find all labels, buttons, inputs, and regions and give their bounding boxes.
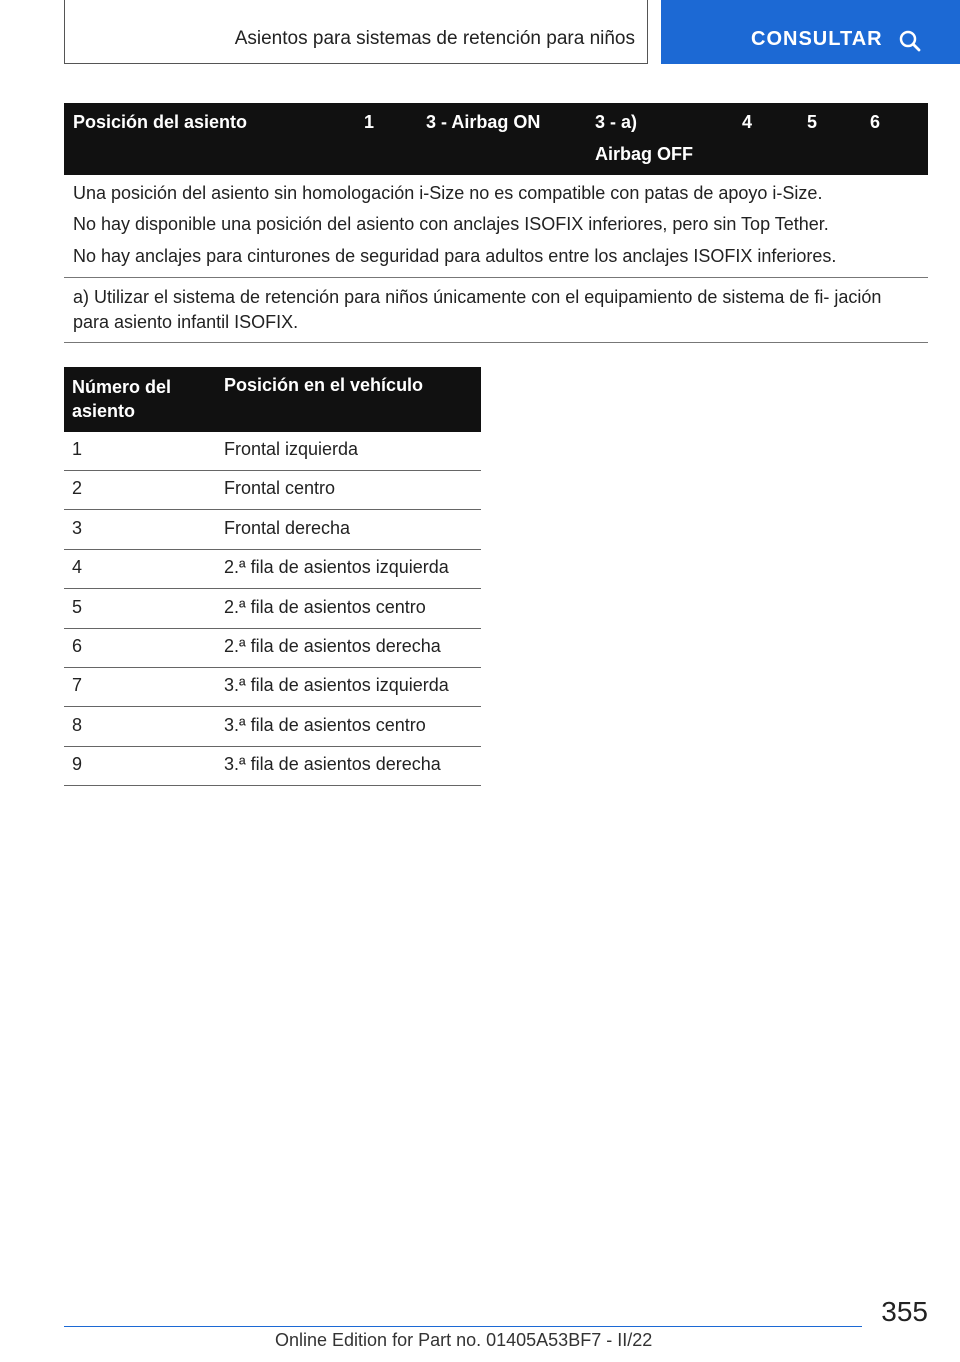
page-section-title: Asientos para sistemas de retención para niños [234, 28, 635, 49]
table-row [64, 629, 481, 668]
table-row [64, 550, 481, 589]
consult-button-label: CONSULTAR [751, 28, 883, 50]
seat-position: 2.ª fila de asientos izquierda [224, 557, 449, 577]
table-row [64, 511, 481, 550]
seat-number: 7 [72, 675, 83, 695]
table-row [64, 590, 481, 629]
note-line: No hay disponible una posición del asiento con anclajes ISOFIX inferiores, pero sin Top Tether. [73, 214, 829, 234]
table-row [64, 747, 481, 786]
seat-position: Frontal izquierda [224, 439, 359, 459]
seat-number: 2 [72, 478, 83, 498]
header-col-3-airbag-off: Airbag OFF [595, 144, 693, 164]
header-col-1: 1 [364, 112, 375, 132]
footer-divider [64, 1326, 862, 1327]
seat-number: 9 [72, 754, 83, 774]
seat-number-table-header [64, 367, 481, 432]
header-col-4: 4 [742, 112, 753, 132]
header-bar [64, 0, 648, 64]
seat-position-table-header [64, 103, 928, 175]
table-row [64, 708, 481, 747]
seat-number: 8 [72, 715, 83, 735]
seat-number: 5 [72, 597, 83, 617]
header-col-3-a: 3 - a) [595, 112, 638, 132]
edition-footer: Online Edition for Part no. 01405A53BF7 - II/22 [275, 1330, 653, 1350]
header-col-6: 6 [870, 112, 881, 132]
seat-position: 3.ª fila de asientos centro [224, 715, 426, 735]
seat-number: 4 [72, 557, 83, 577]
consult-button[interactable] [661, 0, 960, 64]
note-line: No hay anclajes para cinturones de seguridad para adultos entre los anclajes ISOFIX inferiores. [73, 246, 837, 266]
seat-position: Frontal centro [224, 478, 336, 498]
note-line: Una posición del asiento sin homologación i-Size no es compatible con patas de apoyo i-Size. [73, 183, 823, 203]
seat-position: 2.ª fila de asientos derecha [224, 636, 441, 656]
seat-number: 6 [72, 636, 83, 656]
table-row [64, 432, 481, 471]
header-seat-position: Posición del asiento [73, 112, 248, 132]
page-number: 355 [881, 1296, 928, 1327]
search-icon [898, 29, 922, 53]
seat-number: 3 [72, 518, 83, 538]
seat-position: 3.ª fila de asientos derecha [224, 754, 441, 774]
header-col-5: 5 [807, 112, 818, 132]
seat-position: 2.ª fila de asientos centro [224, 597, 426, 617]
seat-position: Frontal derecha [224, 518, 351, 538]
footnote: a) Utilizar el sistema de retención para niños únicamente con el equipamiento de sistema de fi- jación para asiento infantil ISOFIX. [73, 287, 882, 332]
header-vehicle-position: Posición en el vehículo [224, 375, 424, 395]
header-seat-number: Número del asiento [72, 377, 172, 421]
header-col-3-airbag-on: 3 - Airbag ON [426, 112, 541, 132]
table-row [64, 668, 481, 707]
seat-number: 1 [72, 439, 83, 459]
divider [64, 277, 928, 278]
table-row [64, 471, 481, 510]
seat-position: 3.ª fila de asientos izquierda [224, 675, 449, 695]
divider [64, 342, 928, 343]
